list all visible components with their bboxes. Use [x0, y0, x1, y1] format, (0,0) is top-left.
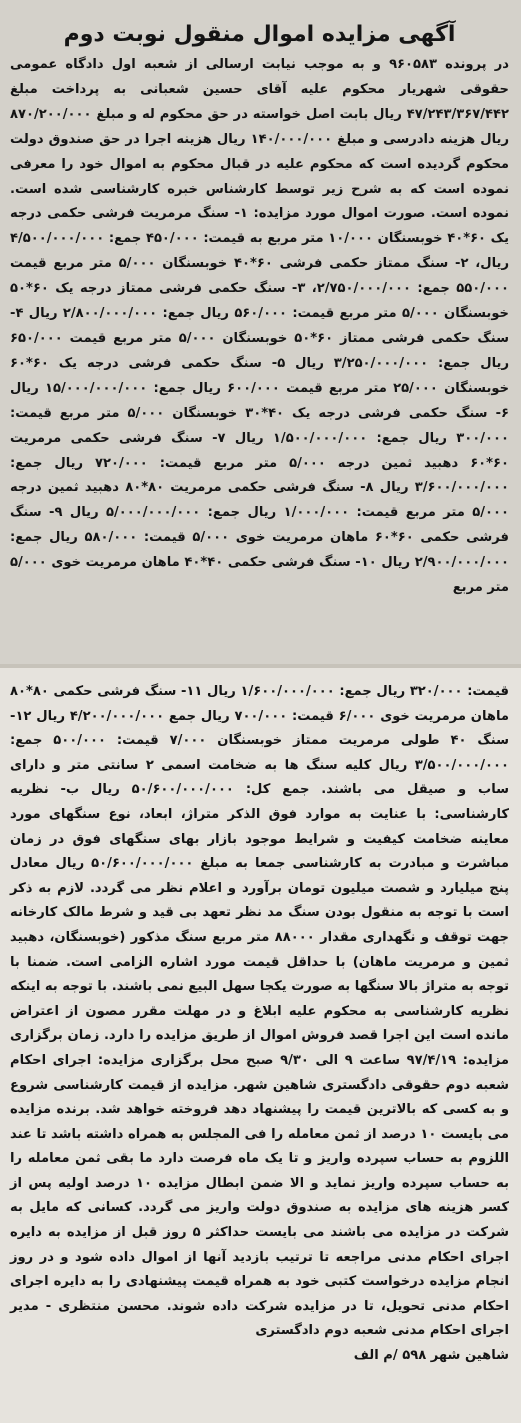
- notice-title: آگهی مزایده اموال منقول نوبت دوم: [63, 22, 456, 47]
- notice-body-upper: در پرونده ۹۶۰۵۸۳ و به موجب نیابت ارسالی از شعبه اول دادگاه عمومی حقوقی شهریار محکوم علیه آقای حسین شعبانی به پرداخت مبلغ ۴۷/۲۴۳/۳۶۷/۴۴۲ ریال بابت اصل خواسته در حق محکوم له و مبلغ ۸۷۰/۲۰۰/۰۰۰ ریال هزینه دادرسی و مبلغ ۱۴۰/۰۰۰/۰۰۰ ریال هزینه اجرا در حق صندوق دولت محکوم گردیده است که محکوم علیه در قبال محکوم به اموال خود را معرفی نموده است که به شرح زیر توسط کارشناس خبره کارشناسی شده است. نموده است. صورت اموال مورد مزایده: ۱- سنگ مرمریت فرشی حکمی درجه یک ۶۰*۴۰ خوبسنگان ۱۰/۰۰۰ متر مربع به قیمت: ۴۵۰/۰۰۰ جمع: ۴/۵۰۰/۰۰۰/۰۰۰ ریال، ۲- سنگ ممتاز حکمی فرشی ۶۰*۴۰ خوبسنگان ۵/۰۰۰ متر مربع قیمت ۵۵۰/۰۰۰ جمع: ۲/۷۵۰/۰۰۰/۰۰۰، ۳- سنگ حکمی فرشی ممتاز درجه یک ۶۰*۵۰ خوبسنگان ۵/۰۰۰ متر مربع قیمت: ۵۶۰/۰۰۰ ریال جمع: ۲/۸۰۰/۰۰۰/۰۰۰ ریال ۴- سنگ حکمی فرشی ممتاز ۶۰*۵۰ خوبسنگان ۵/۰۰۰ متر مربع قیمت ۶۵۰/۰۰۰ ریال جمع: ۳/۲۵۰/۰۰۰/۰۰۰ ریال ۵- سنگ حکمی فرشی درجه یک ۶۰*۶۰ خوبسنگان ۲۵/۰۰۰ متر مربع قیمت ۶۰۰/۰۰۰ ریال جمع: ۱۵/۰۰۰/۰۰۰/۰۰۰ ریال ۶- سنگ حکمی فرشی درجه یک ۴۰*۳۰ خوبسنگان ۵/۰۰۰ متر مربع قیمت: ۳۰۰/۰۰۰ ریال جمع: ۱/۵۰۰/۰۰۰/۰۰۰ ریال ۷- سنگ فرشی حکمی مرمریت ۶۰*۶۰ دهبید ثمین درجه ۵/۰۰۰ متر مربع قیمت: ۷۲۰/۰۰۰ ریال جمع: ۳/۶۰۰/۰۰۰/۰۰۰ ریال ۸- سنگ فرشی حکمی مرمریت ۸۰*۸۰ دهبید ثمین درجه ۵/۰۰۰ متر مربع قیمت: ۱/۰۰۰/۰۰۰ ریال جمع: ۵/۰۰۰/۰۰۰/۰۰۰ ریال ۹- سنگ فرشی حکمی ۶۰*۶۰ ماهان مرمریت خوی ۵/۰۰۰ قیمت: ۵۸۰/۰۰۰ ریال جمع: ۲/۹۰۰/۰۰۰/۰۰۰ ریال ۱۰- سنگ فرشی حکمی ۴۰*۴۰ ماهان مرمریت خوی ۵/۰۰۰ متر مربع: [10, 57, 510, 596]
- clipping-upper-part: [0, 0, 521, 668]
- notice-body-lower: قیمت: ۳۲۰/۰۰۰ ریال جمع: ۱/۶۰۰/۰۰۰/۰۰۰ ریال ۱۱- سنگ فرشی حکمی ۸۰*۸۰ ماهان مرمریت خوی ۶/۰۰۰ قیمت: ۷۰۰/۰۰۰ ریال جمع ۴/۲۰۰/۰۰۰/۰۰۰ ریال ۱۲- سنگ ۴۰ طولی مرمریت ممتاز خوبسنگان ۷/۰۰۰ قیمت: ۵۰۰/۰۰۰ جمع: ۳/۵۰۰/۰۰۰/۰۰۰ ریال کلیه سنگ ها به ضخامت اسمی ۲ سانتی متر و دارای ساب و صیقل می باشند. جمع کل: ۵۰/۶۰۰/۰۰۰/۰۰۰ ریال ب- نظریه کارشناسی: با عنایت به موارد فوق الذکر متراژ، ابعاد، نوع سنگهای مورد معاینه ضخامت کیفیت و شرایط موجود بازار بهای سنگهای فوق در زمان مباشرت و مبادرت به کارشناسی جمعا به مبلغ ۵۰/۶۰۰/۰۰۰/۰۰۰ ریال معادل پنج میلیارد و شصت میلیون تومان برآورد و اعلام نظر می گردد. لازم به ذکر است با توجه به منقول بودن سنگ مد نظر تعهد بی قید و شرط مالک کارخانه جهت توقف و نگهداری مقدار ۸۸۰۰۰ متر مربع سنگ مذکور (خوبسنگان، دهبید ثمین و مرمریت ماهان) با حداقل قیمت مورد اشاره الزامی است. ضمنا با توجه به متراژ بالا سنگها به صورت یکجا سهل البیع نمی باشند. با توجه به اینکه نظریه کارشناسی به محکوم علیه ابلاغ و در مهلت مقرر مصون از اعتراض مانده است این اجرا قصد فروش اموال از طریق مزایده را دارد. زمان برگزاری مزایده: ۹۷/۴/۱۹ ساعت ۹ الی ۹/۳۰ صبح محل برگزاری مزایده: اجرای احکام شعبه دوم حقوقی دادگستری شاهین شهر. مزایده از قیمت کارشناسی شروع و به کسی که بالاترین قیمت را پیشنهاد دهد فروخته خواهد شد. برنده مزایده می بایست ۱۰ درصد از ثمن معامله را فی المجلس به همراه داشته باشد تا عند اللزوم به حساب سپرده واریز و تا یک ماه فرصت دارد ما بقی ثمن معامله را به حساب سپرده واریز نماید و الا ضمن ابطال مزایده ۱۰ درصد اولیه پس از کسر هزینه های مزایده به صندوق دولت واریز می گردد. کسانی که مایل به شرکت در مزایده می باشند می بایست حداکثر ۵ روز قبل از مزایده به دایره اجرای احکام مدنی مراجعه تا ترتیب بازدید آنها از اموال داده شود و در روز انجام مزایده درخواست کتبی خود به همراه قیمت پیشنهادی را به دایره اجرای احکام مدنی تحویل، تا در مزایده شرکت داده شوند. محسن منتظری - مدیر اجرای احکام مدنی شعبه دوم دادگستری: [10, 684, 509, 1339]
- clipping-lower-part: [0, 668, 521, 1423]
- notice-reference-line: شاهین شهر ۵۹۸ /م الف: [353, 1348, 509, 1364]
